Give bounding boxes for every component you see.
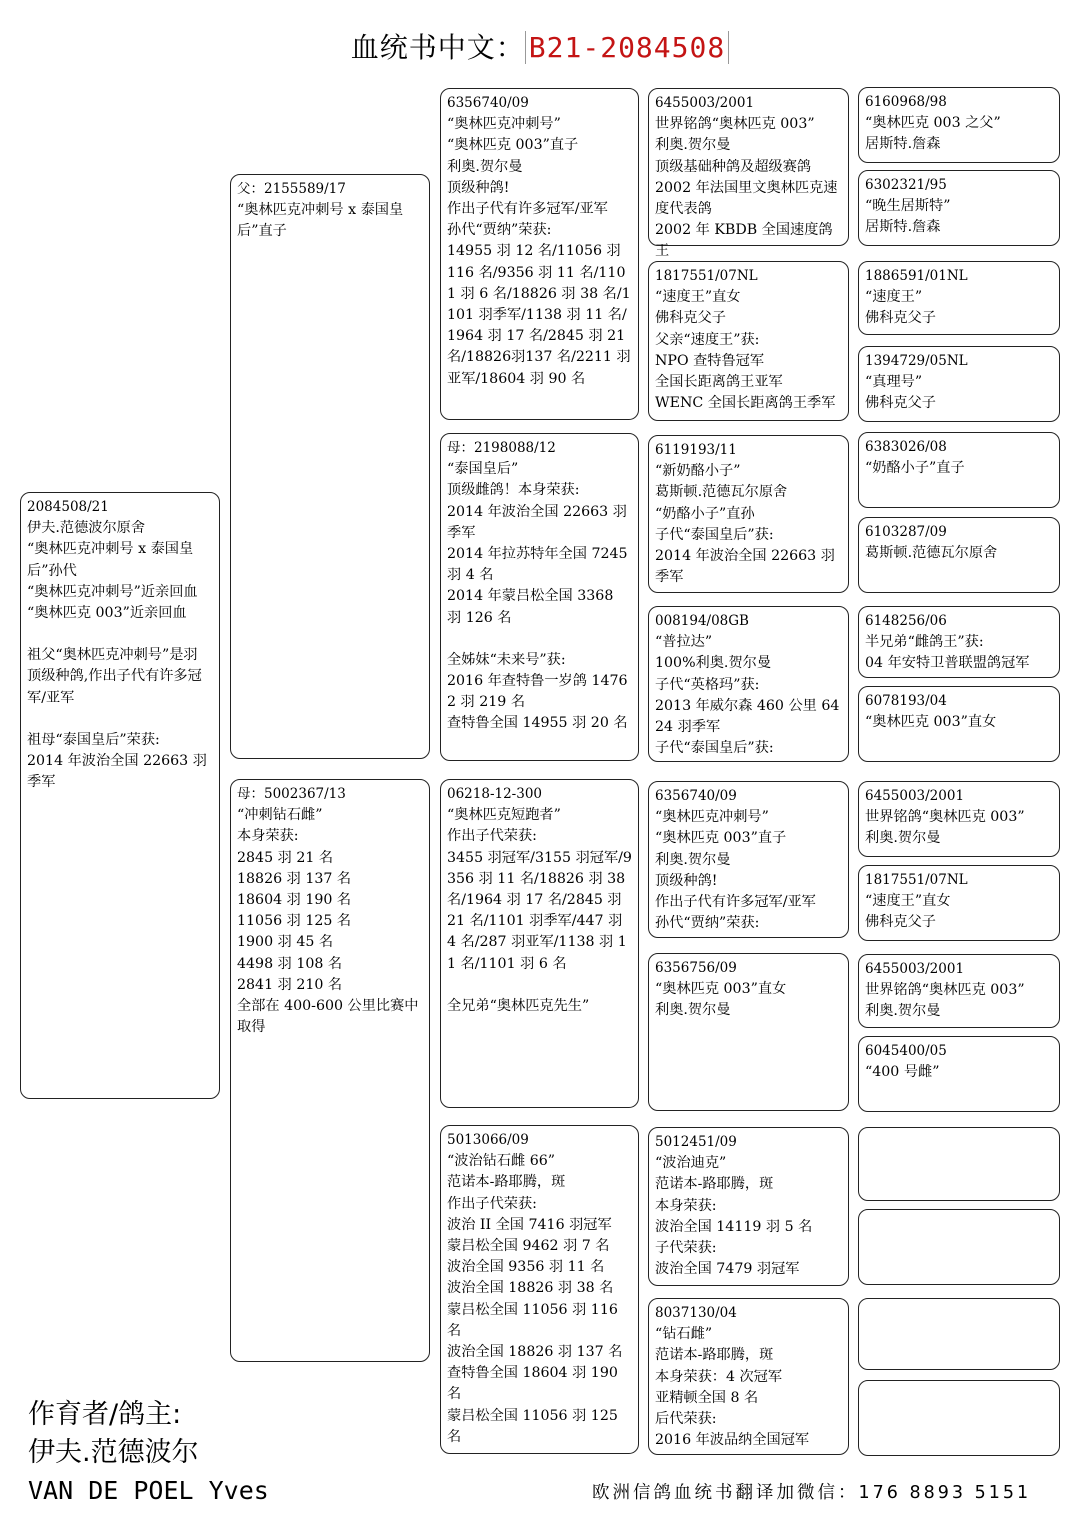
- card-line: “奥林匹克 003”直女: [655, 981, 787, 998]
- card-line: 1900 羽 45 名: [237, 934, 334, 951]
- sire-sire-card: [440, 88, 639, 420]
- card-line: 2013 年威尔森 460 公里 6424 羽季军: [655, 697, 840, 736]
- card-line: 全国长距离鸽王亚军: [655, 374, 783, 391]
- card-line: 顶级基础种鸽及超级赛鸽: [655, 158, 812, 175]
- card-line: “泰国皇后”: [447, 461, 519, 478]
- card-line: 2002 年 KBDB 全国速度鸽王: [655, 222, 833, 260]
- card-line: 查特鲁全国 14955 羽 20 名: [447, 715, 628, 732]
- card-line: “奥林匹克冲刺号 x 泰国皇后”孙代: [27, 541, 194, 579]
- card-line: 佛科克父子: [655, 310, 726, 327]
- gg-card: [648, 781, 849, 938]
- card-line: “速度王”直女: [655, 289, 741, 306]
- spacer: [447, 975, 632, 996]
- card-line: 世界铭鸽“奥林匹克 003”: [865, 982, 1025, 999]
- card-line: 11056 羽 125 名: [237, 913, 352, 930]
- card-line: 利奥.贺尔曼: [655, 851, 731, 868]
- ggg-card: [858, 686, 1060, 762]
- card-line: 全兄弟“奥林匹克先生”: [447, 997, 590, 1014]
- ggg-card: [858, 1209, 1060, 1285]
- ring-id: 1817551/07NL: [655, 268, 758, 284]
- ring-id: 06218-12-300: [447, 786, 543, 802]
- ring-id: 008194/08GB: [655, 613, 749, 629]
- ggg-card: [858, 1036, 1060, 1112]
- ggg-card: [858, 865, 1060, 941]
- ggg-card: [858, 432, 1060, 508]
- card-line: 顶级雌鸽！本身荣获:: [447, 482, 580, 499]
- ring-id: 6455003/2001: [655, 95, 755, 111]
- ring-id: 5013066/09: [447, 1132, 529, 1148]
- gg-card: [648, 88, 849, 260]
- card-line: 佛科克父子: [865, 395, 936, 412]
- title-label: 血统书中文：: [350, 31, 525, 64]
- ggg-card: [858, 1298, 1060, 1370]
- card-line: “奥林匹克 003”近亲回血: [27, 605, 187, 622]
- card-line: 伊夫.范德波尔原舍: [27, 520, 146, 537]
- card-line: “奥林匹克冲刺号”: [655, 809, 769, 826]
- card-line: 全部在 400-600 公里比赛中取得: [237, 998, 419, 1036]
- card-line: 佛科克父子: [865, 914, 936, 931]
- gg-card: [648, 953, 849, 1111]
- gg-card: [648, 1298, 849, 1455]
- card-line: “400 号雌”: [865, 1064, 940, 1081]
- spacer: [447, 629, 632, 650]
- ring-id: 6356756/09: [655, 960, 737, 976]
- dam-card: [230, 779, 430, 1362]
- card-line: 2845 羽 21 名: [237, 849, 334, 866]
- ring-id: 6455003/2001: [865, 961, 965, 977]
- card-line: 波治全国 18826 羽 38 名: [447, 1280, 614, 1297]
- ring-id: 6103287/09: [865, 524, 947, 540]
- card-line: 14955 羽 12 名/11056 羽 116 名/9356 羽 11 名/1101 羽 6 名/18826 羽 38 名/1101 羽季军/1138 羽 11 名/1964 羽 17 名/2845 羽 21 名/18826羽137 名/2211 羽亚军/18604 羽 90 名: [447, 243, 631, 387]
- ring-id: 6302321/95: [865, 177, 947, 193]
- card-line: 2014 年拉苏特年全国 7245 羽 4 名: [447, 546, 628, 584]
- dam-sire-card: [440, 779, 639, 1108]
- ggg-card: [858, 517, 1060, 593]
- card-line: 后代荣获:: [655, 1411, 717, 1428]
- card-line: 半兄弟“雌鸽王”获:: [865, 634, 984, 651]
- card-line: 2016 年查特鲁一岁鸽 14762 羽 219 名: [447, 673, 628, 711]
- ring-id: 母：2198088/12: [447, 440, 556, 456]
- card-line: 父亲“速度王”获:: [655, 331, 760, 348]
- ring-id: 1886591/01NL: [865, 268, 968, 284]
- card-line: 蒙吕松全国 11056 羽 116 名: [447, 1301, 618, 1339]
- card-line: 祖母“泰国皇后”荣获:: [27, 731, 160, 748]
- card-line: “真理号”: [865, 374, 923, 391]
- ring-id: 6119193/11: [655, 442, 737, 458]
- ring-id: 1817551/07NL: [865, 872, 968, 888]
- ring-id: 6078193/04: [865, 693, 947, 709]
- ggg-card: [858, 170, 1060, 246]
- card-line: “奥林匹克 003”直子: [655, 830, 787, 847]
- ggg-card: [858, 1380, 1060, 1456]
- ring-id: 8037130/04: [655, 1305, 737, 1321]
- ggg-card: [858, 781, 1060, 857]
- card-line: 蒙吕松全国 9462 羽 7 名: [447, 1238, 610, 1255]
- card-line: 子代荣获:: [655, 1240, 717, 1257]
- ring-number: B21-2084508: [525, 31, 729, 64]
- card-line: 2014 年波治全国 22663 羽季军: [447, 503, 627, 541]
- card-line: 顶级种鸽,作出子代有许多冠军/亚军: [27, 668, 202, 706]
- card-line: WENC 全国长距离鸽王季军: [655, 395, 836, 412]
- card-line: 顶级种鸽!: [447, 179, 510, 196]
- pigeon-card: [20, 492, 220, 1099]
- ring-id: 6160968/98: [865, 94, 947, 110]
- ring-id: 母：5002367/13: [237, 786, 346, 802]
- breeder-name-en: VAN DE POEL Yves: [28, 1476, 269, 1505]
- ggg-card: [858, 346, 1060, 422]
- card-line: 波治全国 14119 羽 5 名: [655, 1218, 813, 1235]
- ggg-card: [858, 1127, 1060, 1201]
- card-line: “奶酪小子”直孙: [655, 505, 755, 522]
- card-line: 亚精顿全国 8 名: [655, 1389, 759, 1406]
- ring-id: 6148256/06: [865, 613, 947, 629]
- card-line: 顶级种鸽!: [655, 872, 718, 889]
- card-line: “晚生居斯特”: [865, 198, 951, 215]
- breeder-block: [28, 1396, 269, 1510]
- spacer: [27, 709, 213, 730]
- card-line: “新奶酪小子”: [655, 463, 741, 480]
- card-line: 范诺本-路耶腾，斑: [447, 1174, 566, 1191]
- card-line: 利奥.贺尔曼: [865, 1003, 941, 1020]
- card-line: “波治钻石雌 66”: [447, 1153, 556, 1170]
- card-line: 孙代“贾纳”荣获:: [655, 915, 760, 932]
- footer-contact: 欧洲信鸽血统书翻译加微信：176 8893 5151: [592, 1483, 1032, 1503]
- card-line: 本身荣获:: [655, 1197, 717, 1214]
- card-line: 波治全国 9356 羽 11 名: [447, 1259, 605, 1276]
- ggg-card: [858, 606, 1060, 678]
- card-line: “奥林匹克冲刺号”: [447, 116, 561, 133]
- card-line: “速度王”: [865, 289, 923, 306]
- card-line: 范诺本-路耶腾，斑: [655, 1347, 774, 1364]
- card-line: 孙代“贾纳”荣获:: [447, 222, 552, 239]
- card-line: 范诺本-路耶腾，斑: [655, 1176, 774, 1193]
- card-line: 利奥.贺尔曼: [447, 158, 523, 175]
- card-line: “奥林匹克 003 之父”: [865, 115, 1001, 132]
- ring-id: 父：2155589/17: [237, 181, 346, 197]
- card-line: 04 年安特卫普联盟鸽冠军: [865, 655, 1030, 672]
- card-line: “速度王”直女: [865, 893, 951, 910]
- gg-card: [648, 1127, 849, 1286]
- card-line: 3455 羽冠军/3155 羽冠军/9356 羽 11 名/18826 羽 38 名/1964 羽 17 名/2845 羽 21 名/1101 羽季军/447 羽 4 名/287 羽亚军/1138 羽 11 名/1101 羽 6 名: [447, 849, 632, 972]
- spacer: [27, 624, 213, 645]
- ggg-card: [858, 954, 1060, 1028]
- ring-id: 6455003/2001: [865, 788, 965, 804]
- card-line: “波治迪克”: [655, 1155, 727, 1172]
- card-line: 2841 羽 210 名: [237, 976, 343, 993]
- card-line: 本身荣获：4 次冠军: [655, 1368, 783, 1385]
- card-line: 波治全国 7479 羽冠军: [655, 1261, 800, 1278]
- card-line: 世界铭鸽“奥林匹克 003”: [865, 809, 1025, 826]
- ggg-card: [858, 261, 1060, 335]
- card-line: 世界铭鸽“奥林匹克 003”: [655, 116, 815, 133]
- gg-card: [648, 261, 849, 421]
- ring-id: 6383026/08: [865, 439, 947, 455]
- ggg-card: [858, 87, 1060, 163]
- card-line: “冲刺钻石雌”: [237, 807, 323, 824]
- pedigree-title: [0, 26, 1080, 66]
- card-line: 子代“泰国皇后”获:: [655, 740, 774, 757]
- gg-card: [648, 435, 849, 593]
- card-line: 18604 羽 190 名: [237, 892, 352, 909]
- card-line: “奥林匹克短跑者”: [447, 807, 561, 824]
- card-line: 2016 年波品纳全国冠军: [655, 1432, 810, 1449]
- card-line: 18826 羽 137 名: [237, 870, 352, 887]
- ring-id: 6356740/09: [655, 788, 737, 804]
- card-line: 蒙吕松全国 11056 羽 125 名: [447, 1407, 618, 1445]
- card-line: 葛斯顿.范德瓦尔原舍: [865, 545, 998, 562]
- card-line: 作出子代荣获:: [447, 1195, 537, 1212]
- sire-card: [230, 174, 430, 759]
- ring-id: 2084508/21: [27, 499, 109, 515]
- card-line: “奥林匹克冲刺号”近亲回血: [27, 583, 198, 600]
- card-line: 2014 年蒙吕松全国 3368 羽 126 名: [447, 588, 614, 626]
- ring-id: 1394729/05NL: [865, 353, 968, 369]
- gg-card: [648, 606, 849, 762]
- card-line: 祖父“奥林匹克冲刺号”是羽: [27, 647, 198, 664]
- card-line: 子代“英格玛”获:: [655, 676, 760, 693]
- card-line: 居斯特.詹森: [865, 219, 941, 236]
- dam-dam-card: [440, 1125, 639, 1454]
- card-line: 子代“泰国皇后”获:: [655, 526, 774, 543]
- card-line: 100%利奥.贺尔曼: [655, 655, 772, 672]
- card-line: “奶酪小子”直子: [865, 460, 965, 477]
- card-line: 作出子代荣获:: [447, 828, 537, 845]
- ring-id: 5012451/09: [655, 1134, 737, 1150]
- card-line: 作出子代有许多冠军/亚军: [655, 894, 816, 911]
- card-line: 全姊妹“未来号”获:: [447, 651, 566, 668]
- card-line: 波治 II 全国 7416 羽冠军: [447, 1216, 612, 1233]
- card-line: “奥林匹克 003”直女: [865, 714, 997, 731]
- card-line: 佛科克父子: [865, 310, 936, 327]
- card-line: 2014 年波治全国 22663 羽季军: [27, 753, 207, 791]
- card-line: “奥林匹克冲刺号 x 泰国皇后”直子: [237, 202, 404, 240]
- card-line: NPO 查特鲁冠军: [655, 352, 765, 369]
- card-line: 利奥.贺尔曼: [865, 830, 941, 847]
- card-line: 葛斯顿.范德瓦尔原舍: [655, 484, 788, 501]
- card-line: 本身荣获:: [237, 828, 299, 845]
- card-line: “普拉达”: [655, 634, 713, 651]
- card-line: “钻石雌”: [655, 1326, 713, 1343]
- card-line: 查特鲁全国 18604 羽 190 名: [447, 1365, 618, 1403]
- ring-id: 6045400/05: [865, 1043, 947, 1059]
- card-line: 4498 羽 108 名: [237, 955, 343, 972]
- card-line: 利奥.贺尔曼: [655, 137, 731, 154]
- ring-id: 6356740/09: [447, 95, 529, 111]
- card-line: 作出子代有许多冠军/亚军: [447, 201, 608, 218]
- card-line: 波治全国 18826 羽 137 名: [447, 1344, 623, 1361]
- breeder-heading: 作育者/鸽主:: [28, 1399, 182, 1430]
- card-line: 居斯特.詹森: [865, 136, 941, 153]
- card-line: 2014 年波治全国 22663 羽季军: [655, 548, 835, 586]
- breeder-name-cn: 伊夫.范德波尔: [28, 1437, 199, 1468]
- card-line: “奥林匹克 003”直子: [447, 137, 579, 154]
- card-line: 利奥.贺尔曼: [655, 1002, 731, 1019]
- sire-dam-card: [440, 433, 639, 761]
- card-line: 2002 年法国里文奥林匹克速度代表鸽: [655, 179, 838, 218]
